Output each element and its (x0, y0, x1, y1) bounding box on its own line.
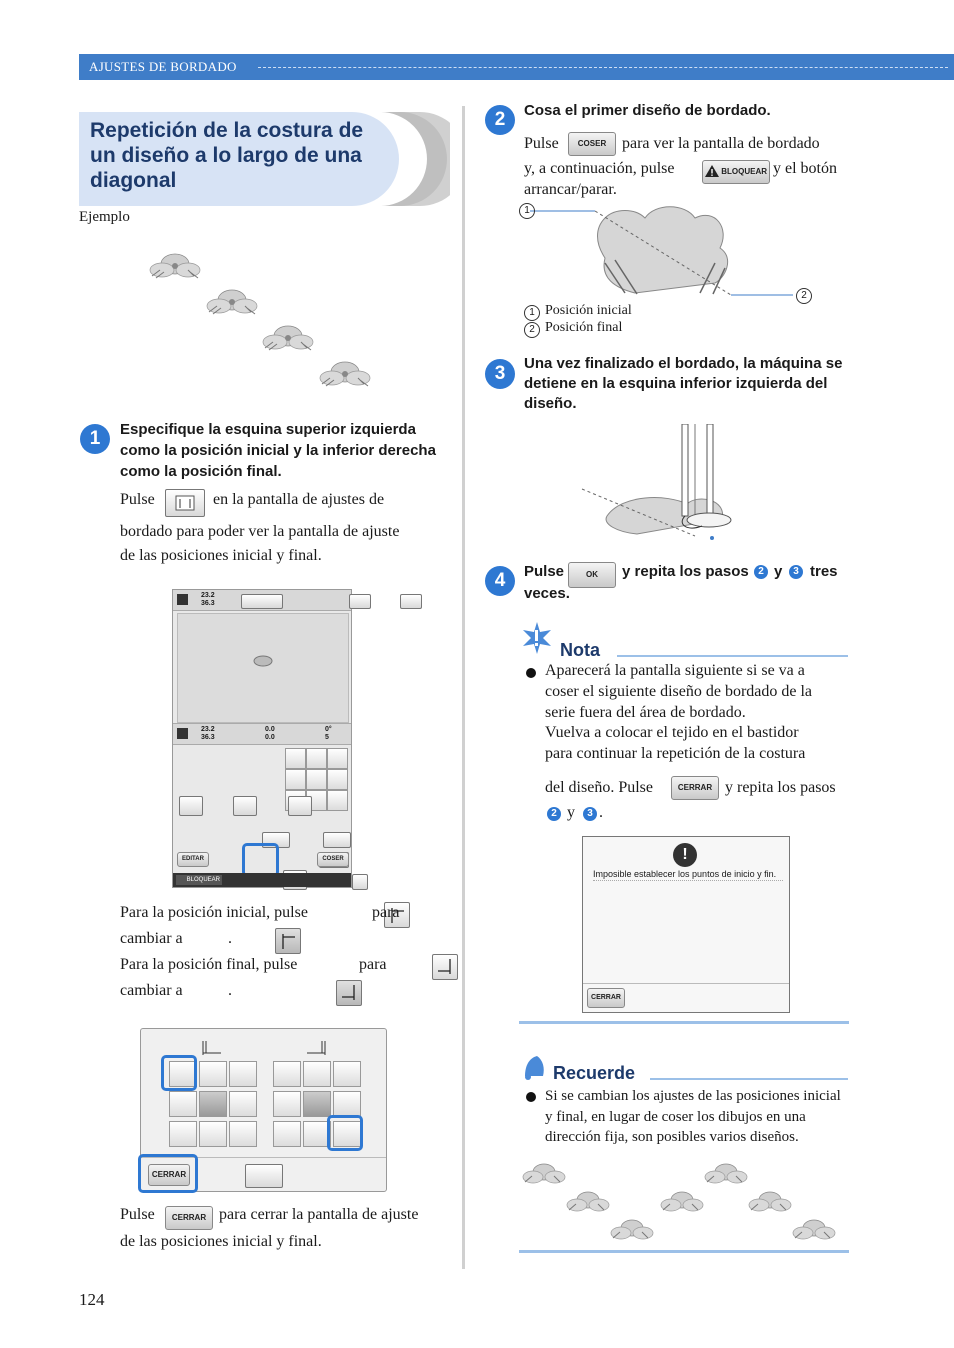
step-2-pulse: Pulse (524, 135, 559, 152)
step-1-text2: bordado para poder ver la pantalla de ajuste (120, 523, 400, 540)
end-position-selected-icon (336, 980, 362, 1006)
end-top-center[interactable] (303, 1061, 331, 1087)
end-middle-left[interactable] (273, 1091, 301, 1117)
note-line-4: Vuelva a colocar el tejido en el bastidor (545, 724, 799, 741)
layout-button[interactable] (241, 594, 283, 609)
start-bottom-right[interactable] (229, 1121, 257, 1147)
initial-text-c: cambiar a (120, 930, 183, 947)
start-top-right[interactable] (229, 1061, 257, 1087)
size-icon (177, 594, 188, 605)
step-1-badge: 1 (80, 424, 110, 454)
embroidery-settings-screen (172, 589, 352, 888)
note-ref-2: 2 (547, 807, 561, 821)
recuerde-title-line (650, 1078, 848, 1080)
varied-designs-illustration (520, 1158, 840, 1244)
bloquear-button[interactable]: BLOQUEAR (702, 160, 770, 184)
step-3-heading: Una vez finalizado el bordado, la máquina se detiene en la esquina inferior izquierda del diseño. (524, 355, 843, 412)
start-center[interactable] (199, 1091, 227, 1117)
cerrar-button[interactable]: CERRAR (165, 1206, 213, 1230)
start-middle-right[interactable] (229, 1091, 257, 1117)
initial-text-a: Para la posición inicial, pulse (120, 904, 308, 921)
center-icon[interactable] (306, 769, 327, 790)
step-2-text1: para ver la pantalla de bordado (622, 135, 820, 152)
end-center[interactable] (303, 1091, 331, 1117)
close-post2: de las posiciones inicial y final. (120, 1233, 322, 1250)
rotate-button[interactable] (179, 796, 203, 816)
highlight-start-end (242, 843, 279, 877)
size-v-value-2: 36.3 (201, 734, 215, 741)
start-end-position-screen (140, 1028, 387, 1192)
close-pre: Pulse (120, 1206, 155, 1223)
note-line-2: coser el siguiente diseño de bordado de la (545, 683, 813, 700)
step-2-heading: Cosa el primer diseño de bordado. (524, 102, 771, 119)
step-2-text2a: y, a continuación, pulse (524, 160, 675, 177)
frame-button[interactable] (352, 874, 368, 890)
note-star-icon (519, 620, 555, 656)
start-end-position-button[interactable] (165, 489, 205, 517)
start-bottom-left[interactable] (169, 1121, 197, 1147)
legend-1-num: 1 (524, 305, 540, 321)
final-dot: . (228, 982, 232, 999)
ok-button[interactable]: OK (568, 562, 616, 588)
start-middle-left[interactable] (169, 1091, 197, 1117)
arrow-up-right-icon[interactable] (327, 748, 348, 769)
preview-area (177, 613, 349, 723)
end-indicator-icon (305, 1039, 329, 1057)
count-value: 5 (325, 734, 329, 741)
note-dot: . (599, 804, 603, 821)
close-post: para cerrar la pantalla de ajuste (219, 1206, 419, 1223)
end-middle-right[interactable] (333, 1091, 361, 1117)
final-text-b: para (359, 956, 387, 973)
arrow-down-right-icon[interactable] (327, 790, 348, 811)
screen-top-bar (173, 590, 351, 611)
example-label: Ejemplo (79, 209, 130, 225)
step-4-badge: 4 (485, 566, 515, 596)
legend-2-num: 2 (524, 322, 540, 338)
arrow-left-icon[interactable] (285, 769, 306, 790)
start-end-position-illustration (515, 198, 815, 308)
start-bottom-center[interactable] (199, 1121, 227, 1147)
end-top-left[interactable] (273, 1061, 301, 1087)
editar-button[interactable]: EDITAR (177, 852, 209, 867)
size-h-value: 23.2 (201, 592, 215, 599)
step-1-heading: Especifique la esquina superior izquierda como la posición inicial y la inferior derecha como la posición final. (120, 421, 436, 480)
note-line-6a: del diseño. Pulse (545, 779, 653, 796)
info-bar (173, 723, 351, 745)
end-bottom-left[interactable] (273, 1121, 301, 1147)
note-y: y (567, 804, 575, 821)
step-2-text2b: y el botón (773, 160, 837, 177)
legend-1: Posición inicial (545, 303, 632, 318)
dialog-divider (583, 983, 789, 984)
final-text-c: cambiar a (120, 982, 183, 999)
cerrar-button-screen[interactable]: CERRAR (148, 1164, 190, 1186)
size-v-value: 36.3 (201, 600, 215, 607)
header-divider (258, 67, 948, 68)
step-2-badge: 2 (485, 105, 515, 135)
start-top-center[interactable] (199, 1061, 227, 1087)
legend-2: Posición final (545, 320, 623, 335)
bell-icon (519, 1052, 549, 1082)
note-line-1: Aparecerá la pantalla siguiente si se va a (545, 662, 805, 679)
screen-bottom-bar (173, 873, 351, 887)
option-button-2[interactable] (323, 832, 351, 848)
step-4-ref-3: 3 (789, 565, 803, 579)
end-top-right[interactable] (333, 1061, 361, 1087)
note-line-6b: y repita los pasos (725, 779, 836, 796)
note-bottom-line (519, 1021, 849, 1024)
end-position-bottomright-icon[interactable] (432, 954, 458, 980)
arrow-up-icon[interactable] (306, 748, 327, 769)
start-position-selected-icon (275, 928, 301, 954)
arrow-right-icon[interactable] (327, 769, 348, 790)
step-1-text1: en la pantalla de ajustes de (213, 491, 385, 508)
step-4-text-a: y repita los pasos (622, 563, 749, 580)
cerrar-button-dialog[interactable]: CERRAR (587, 988, 625, 1008)
camera-button[interactable] (233, 796, 257, 816)
final-text-a: Para la posición final, pulse (120, 956, 298, 973)
highlight-start-top-left (161, 1055, 197, 1091)
page-title: Repetición de la costura de un diseño a lo largo de una diagonal (90, 119, 364, 192)
start-end-toggle-icon[interactable] (245, 1164, 283, 1188)
recuerde-text: Si se cambian los ajustes de las posiciones inicial y final, en lugar de coser los dibujos en una dirección fija, son posibles varios diseños. (545, 1088, 841, 1145)
home-icon[interactable] (400, 594, 422, 609)
callout-2: 2 (796, 288, 812, 304)
bloquear-button-screen[interactable]: BLOQUEAR (176, 875, 222, 885)
step-1-pulse: Pulse (120, 491, 155, 508)
stitch-button[interactable] (349, 594, 371, 609)
note-title-line (617, 655, 848, 657)
note-bullet (526, 668, 536, 678)
recuerde-bullet (526, 1092, 536, 1102)
shield-icon[interactable] (288, 796, 312, 816)
callout-1: 1 (519, 203, 535, 219)
preview-design (252, 654, 274, 668)
note-line-5: para continuar la repetición de la costura (545, 745, 806, 762)
warning-icon (704, 164, 720, 178)
column-divider (462, 106, 465, 1269)
note-line-3: serie fuera del área de bordado. (545, 704, 746, 721)
highlight-cerrar (138, 1154, 198, 1193)
note-title: Nota (560, 640, 600, 660)
angle-value: 0° (325, 726, 332, 733)
step-4-text-c: veces. (524, 585, 570, 602)
start-indicator-icon (199, 1039, 223, 1057)
highlight-end-bottom-right (327, 1115, 363, 1151)
note-ref-3: 3 (583, 807, 597, 821)
error-dialog (582, 836, 790, 1013)
example-diagonal-designs (148, 246, 378, 394)
section-header: AJUSTES DE BORDADO (89, 59, 237, 74)
step-4-ref-2: 2 (754, 565, 768, 579)
initial-dot: . (228, 930, 232, 947)
size-icon-2 (177, 728, 188, 739)
step-3-badge: 3 (485, 359, 515, 389)
coser-button-screen[interactable]: COSER (317, 852, 349, 867)
step-2-text3: arrancar/parar. (524, 181, 617, 198)
step-1-text3: de las posiciones inicial y final. (120, 547, 322, 564)
cerrar-button-note[interactable]: CERRAR (671, 776, 719, 800)
pos-v-value: 0.0 (265, 734, 275, 741)
step-4-y: y (774, 563, 783, 580)
step-4-text-b: tres (810, 563, 838, 580)
dialog-message: Imposible establecer los puntos de inicio y fin. (593, 869, 783, 881)
size-h-value-2: 23.2 (201, 726, 215, 733)
recuerde-bottom-line (519, 1250, 849, 1253)
machine-stop-illustration (577, 424, 747, 544)
arrow-up-left-icon[interactable] (285, 748, 306, 769)
alert-icon: ! (673, 843, 697, 867)
recuerde-title: Recuerde (553, 1063, 636, 1083)
page-number: 124 (79, 1290, 105, 1309)
coser-button[interactable]: COSER (568, 132, 616, 156)
initial-text-b: para (372, 904, 400, 921)
step-4-pulse: Pulse (524, 563, 565, 580)
pos-h-value: 0.0 (265, 726, 275, 733)
